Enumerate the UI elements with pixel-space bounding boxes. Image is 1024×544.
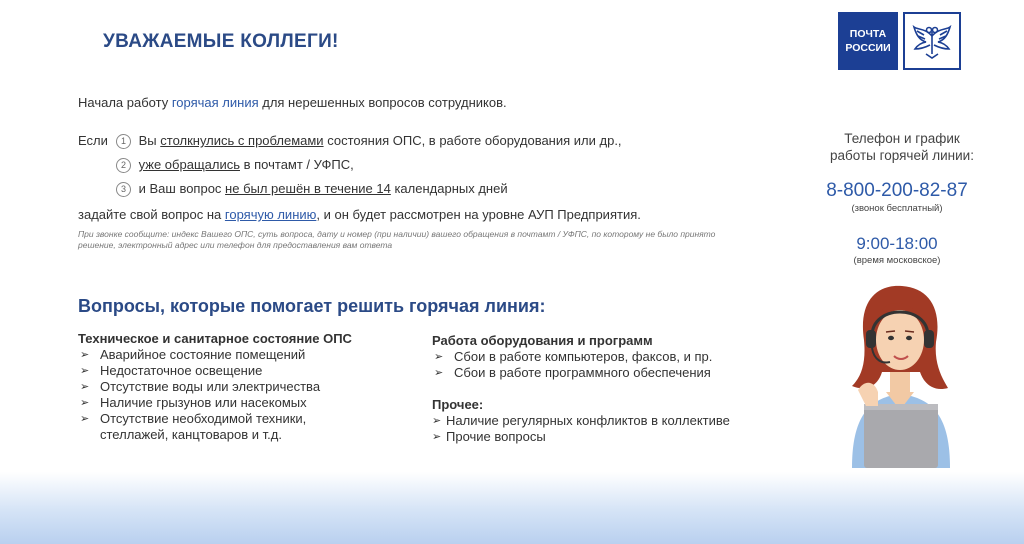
other-issues-heading: Прочее: <box>432 397 484 412</box>
equipment-issues-heading: Работа оборудования и программ <box>432 333 653 348</box>
list-item: ➢ Аварийное состояние помещений <box>80 347 306 362</box>
eagle-emblem-icon <box>903 12 961 70</box>
logo-wordmark <box>838 12 898 70</box>
number-3-icon: 3 <box>116 182 131 197</box>
technical-issues-column <box>78 331 368 443</box>
list-item: ➢ Наличие грызунов или насекомых <box>80 395 307 410</box>
number-2-icon: 2 <box>116 158 131 173</box>
list-item: ➢ Недостаточное освещение <box>80 363 263 378</box>
hotline-operator-illustration <box>838 280 964 468</box>
list-item: ➢ Прочие вопросы <box>432 429 546 444</box>
list-item: ➢ Отсутствие воды или электричества <box>80 379 321 394</box>
hotline-highlight: горячая линия <box>171 95 259 110</box>
page-title: УВАЖАЕМЫЕ КОЛЛЕГИ! <box>103 31 339 52</box>
logo-line1: ПОЧТА <box>849 28 887 40</box>
intro-text: Начала работу горячая линия для нерешенных вопросов сотрудников. <box>78 95 507 110</box>
technical-issues-heading: Техническое и санитарное состояние ОПС <box>78 331 352 346</box>
arrow-bullet-icon: ➢ <box>80 397 90 409</box>
condition-3: 3 и Ваш вопрос не был решён в течение 14 календарных дней <box>112 181 508 197</box>
condition-2: 2 уже обращались в почтамт / УФПС, <box>112 157 354 173</box>
if-label: Если <box>78 133 108 148</box>
hotline-link-text: горячую линию <box>224 207 317 222</box>
bottom-gradient-band <box>0 472 1024 544</box>
arrow-bullet-icon: ➢ <box>80 365 90 377</box>
logo-line2: РОССИИ <box>845 42 891 54</box>
list-item: ➢ Наличие регулярных конфликтов в коллективе <box>432 413 730 428</box>
arrow-bullet-icon: ➢ <box>80 381 90 393</box>
condition-1: 1 Вы столкнулись с проблемами состояния ОПС, в работе оборудования или др., <box>112 133 622 149</box>
other-issues-column <box>432 397 792 445</box>
hotline-info-label: Телефон и график работы горячей линии: <box>830 131 974 163</box>
call-instructions-note: При звонке сообщите: индекс Вашего ОПС, суть вопроса, дату и номер (при наличии) вашего обращения в почтамт / УФПС, по которому не было принято решение, электронный адрес или телефон для предоставления вам ответа <box>78 229 716 250</box>
ask-text: задайте свой вопрос на горячую линию, и он будет рассмотрен на уровне АУП Предприятия. <box>78 207 641 222</box>
number-1-icon: 1 <box>116 134 131 149</box>
timezone-note: (время московское) <box>853 255 941 266</box>
arrow-bullet-icon: ➢ <box>434 351 444 363</box>
arrow-bullet-icon: ➢ <box>80 413 90 425</box>
list-item: ➢ Сбои в работе программного обеспечения <box>434 365 711 380</box>
hotline-phone-number: 8-800-200-82-87 <box>826 180 968 201</box>
russian-post-logo <box>838 12 962 70</box>
arrow-bullet-icon: ➢ <box>432 415 442 427</box>
arrow-bullet-icon: ➢ <box>432 431 442 443</box>
arrow-bullet-icon: ➢ <box>80 349 90 361</box>
equipment-issues-column <box>432 333 792 381</box>
arrow-bullet-icon: ➢ <box>434 367 444 379</box>
section-title: Вопросы, которые помогает решить горячая линия: <box>78 296 546 316</box>
list-item: ➢ Отсутствие необходимой техники, стеллажей, канцтоваров и т.д. <box>80 411 307 442</box>
list-item: ➢ Сбои в работе компьютеров, факсов, и пр. <box>434 349 713 364</box>
working-hours: 9:00-18:00 <box>856 234 938 253</box>
phone-free-note: (звонок бесплатный) <box>851 203 943 214</box>
